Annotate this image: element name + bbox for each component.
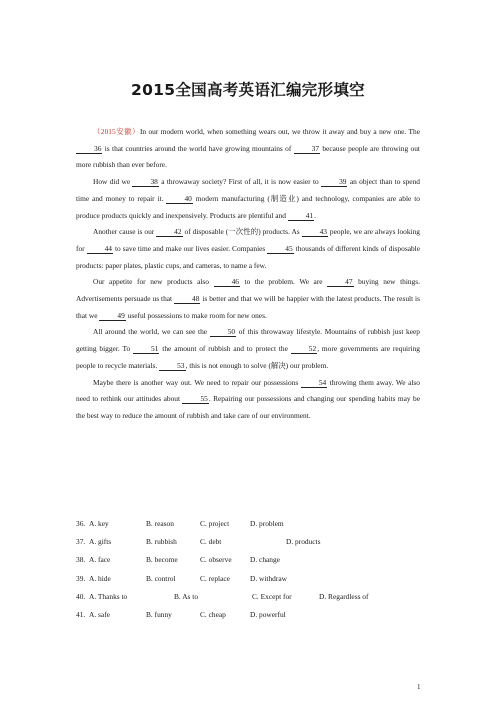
option-b: B. As to	[174, 591, 199, 601]
passage-text: a throwaway society? First of all, it is now easier to	[158, 177, 322, 187]
passage-text: of disposable (一次性的) products. As	[182, 227, 302, 237]
blank-49: 49	[99, 311, 125, 321]
option-c: C. debt	[200, 537, 222, 547]
question-number: 36.	[76, 519, 86, 528]
passage-paragraph	[76, 124, 420, 174]
passage-text: All around the world, we can see the	[93, 327, 210, 337]
blank-40: 40	[166, 194, 192, 204]
option-b: B. funny	[146, 609, 172, 619]
passage-paragraph	[76, 274, 420, 324]
blank-44: 44	[87, 244, 113, 254]
option-a: A. face	[89, 555, 111, 565]
option-b: B. become	[146, 555, 178, 565]
blank-54: 54	[301, 378, 327, 388]
passage-text: , this is not enough to solve (解决) our problem.	[185, 360, 329, 370]
cloze-passage	[76, 124, 420, 425]
blank-52: 52	[291, 344, 317, 354]
option-d: D. problem	[250, 519, 284, 528]
passage-text: In our modern world, when something wears out, we throw it away and buy a new one. The	[139, 127, 420, 136]
passage-text: because people are throwing out more rubbish than ever before.	[76, 143, 420, 170]
option-b: B. rubbish	[146, 537, 177, 547]
option-c: C. project	[200, 519, 230, 528]
blank-51: 51	[133, 344, 159, 354]
option-d: D. change	[250, 555, 280, 565]
option-c: C. Except for	[252, 591, 292, 601]
option-c: C. observe	[200, 555, 232, 565]
question-number: 37.	[76, 537, 86, 547]
option-row-41	[76, 610, 420, 628]
blank-41: 41	[288, 211, 314, 221]
question-number: 38.	[76, 555, 86, 565]
question-number: 41.	[76, 609, 86, 619]
option-b: B. reason	[146, 519, 174, 528]
blank-55: 55	[182, 394, 208, 404]
question-number: 39.	[76, 573, 86, 583]
option-c: C. cheap	[200, 609, 226, 619]
blank-48: 48	[174, 294, 200, 304]
blank-46: 46	[214, 277, 240, 287]
passage-paragraph	[76, 224, 420, 274]
passage-text: thousands of different kinds of disposable products: paper plates, plastic cups, and cameras, to name a few.	[76, 243, 421, 270]
passage-text: throwing them away. We also need to rethink our attitudes about	[76, 377, 420, 404]
passage-text: How did we	[93, 177, 133, 187]
option-row-37	[76, 537, 420, 555]
option-d: D. withdraw	[250, 573, 287, 583]
passage-text: people, we are always looking for	[76, 227, 420, 253]
question-number: 40.	[76, 591, 86, 601]
blank-45: 45	[267, 244, 293, 254]
blank-43: 43	[302, 227, 328, 237]
blank-53: 53	[159, 361, 185, 371]
passage-text: the amount of rubbish and to protect the	[159, 344, 291, 354]
passage-paragraph	[76, 174, 420, 224]
passage-text: Another cause is our	[93, 227, 157, 237]
passage-text: is better and that we will be happier with the latest products. The result is that we	[76, 294, 420, 320]
source-tag: （2015安徽）	[93, 127, 140, 136]
passage-text: to the problem. We are	[239, 277, 328, 287]
passage-text: . Repairing our possessions and changing our spending habits may be the best way to reduce the amount of rubbish and take care of our environment.	[76, 394, 420, 420]
answer-options	[76, 519, 420, 628]
blank-39: 39	[321, 177, 347, 187]
document-title: 2015全国高考英语汇编完形填空	[131, 81, 365, 99]
option-d: D. powerful	[250, 609, 286, 619]
option-a: A. safe	[89, 609, 110, 619]
blank-50: 50	[210, 327, 236, 337]
blank-47: 47	[327, 277, 353, 287]
passage-text: .	[314, 210, 316, 220]
option-row-36	[76, 519, 420, 537]
passage-text: Our appetite for new products also	[93, 277, 214, 287]
option-d: D. Regardless of	[319, 591, 369, 601]
passage-text: is that countries around the world have growing mountains of	[102, 143, 294, 153]
passage-text: , more governments are requiring people to recycle materials.	[76, 344, 421, 370]
blank-37: 37	[294, 144, 320, 154]
passage-paragraph	[76, 375, 420, 425]
option-a: A. hide	[89, 573, 111, 583]
option-row-38	[76, 555, 420, 573]
blank-42: 42	[156, 227, 182, 237]
passage-text: useful possessions to make room for new ones.	[125, 310, 267, 320]
passage-text: modern manufacturing (制造业) and technology, companies are able to produce products quickly and inexpensively. Products are plentiful and	[76, 193, 420, 220]
option-c: C. replace	[200, 573, 230, 583]
passage-text: of this throwaway lifestyle. Mountains of rubbish just keep getting bigger. To	[76, 327, 420, 354]
passage-paragraph	[76, 324, 420, 374]
blank-38: 38	[132, 177, 158, 187]
option-a: A. gifts	[89, 537, 112, 547]
page-number: 1	[417, 683, 421, 691]
option-row-39	[76, 574, 420, 592]
option-d: D. products	[286, 537, 321, 547]
passage-text: buying new things. Advertisements persuade us that	[76, 277, 420, 304]
option-a: A. key	[89, 519, 109, 528]
passage-text: Maybe there is another way out. We need to repair our possessions	[93, 377, 301, 387]
blank-36: 36	[76, 144, 102, 154]
passage-text: an object than to spend time and money to repair it.	[76, 177, 420, 203]
option-row-40	[76, 592, 420, 610]
option-b: B. control	[146, 573, 176, 583]
option-a: A. Thanks to	[89, 591, 128, 601]
passage-text: to save time and make our lives easier. Companies	[113, 243, 268, 253]
